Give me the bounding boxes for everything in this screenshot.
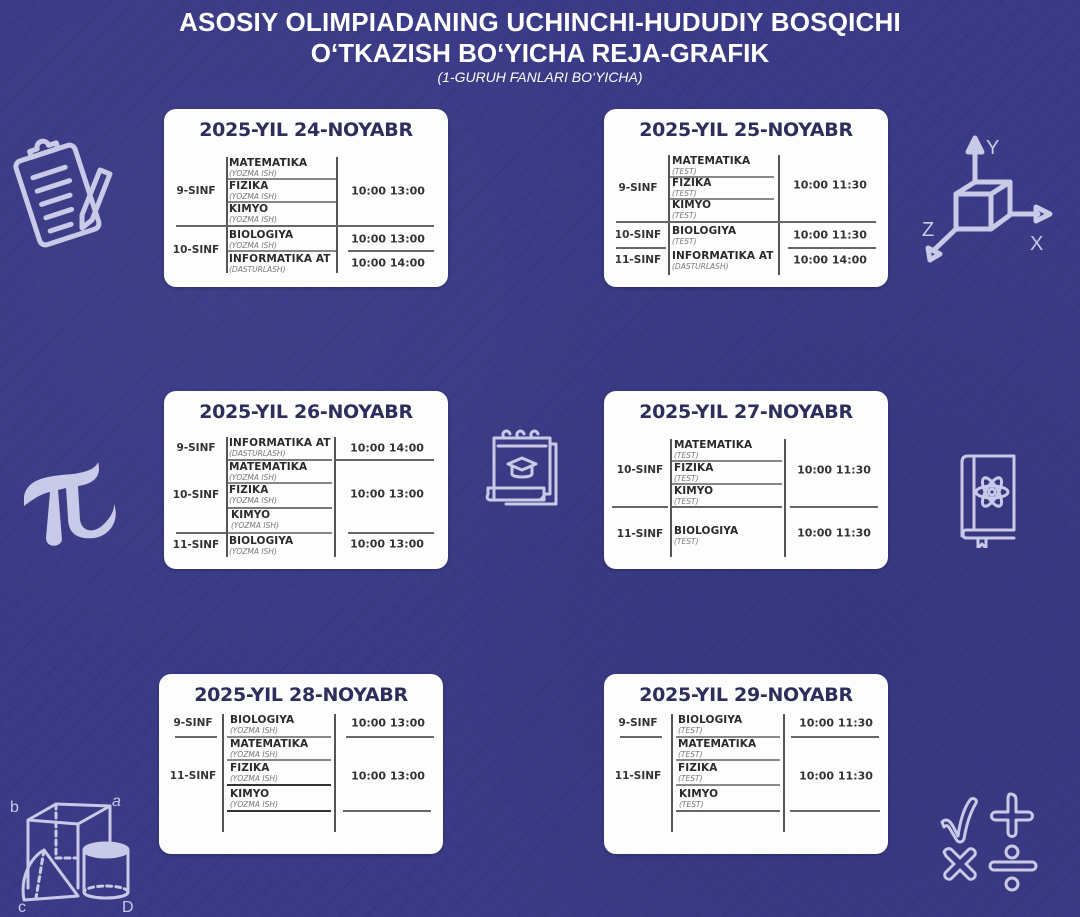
svg-text:c: c <box>18 899 26 913</box>
schedule-table <box>171 714 429 840</box>
class-label: 11-SINF <box>614 254 662 266</box>
subject-item: BIOLOGIYA (TEST) <box>672 225 737 246</box>
svg-text:b: b <box>10 799 19 816</box>
svg-text:Z: Z <box>922 219 935 241</box>
atom-book-icon <box>952 452 1018 548</box>
subject-item: MATEMATIKA (TEST) <box>672 155 751 176</box>
subject-item: KIMYO (TEST) <box>679 788 719 809</box>
time-range: 10:00 14:00 <box>351 256 425 270</box>
page-header <box>0 6 1080 86</box>
subject-item: BIOLOGIYA (TEST) <box>678 714 743 735</box>
subject-item: MATEMATIKA (TEST) <box>678 738 757 759</box>
math-operators-icon <box>936 790 1046 900</box>
time-range: 10:00 13:00 <box>351 769 425 783</box>
schedule-card-29-noyabr <box>604 674 888 854</box>
class-label: 9-SINF <box>618 182 658 194</box>
time-range: 10:00 13:00 <box>351 716 425 730</box>
3d-axes-cube-icon <box>918 132 1058 272</box>
time-range: 10:00 11:30 <box>799 769 873 783</box>
subject-item: MATEMATIKA (YOZMA ISH) <box>229 157 308 178</box>
class-label: 9-SINF <box>618 717 658 729</box>
svg-text:a: a <box>112 793 121 810</box>
time-range: 10:00 11:30 <box>797 463 871 477</box>
time-range: 10:00 14:00 <box>793 253 867 267</box>
subject-item: KIMYO (YOZMA ISH) <box>230 788 278 809</box>
subject-item: BIOLOGIYA (YOZMA ISH) <box>229 229 294 250</box>
subject-item: FIZIKA (YOZMA ISH) <box>230 762 278 783</box>
svg-text:D: D <box>122 899 134 913</box>
subject-item: MATEMATIKA (YOZMA ISH) <box>230 738 309 759</box>
subject-item: MATEMATIKA (YOZMA ISH) <box>229 461 308 482</box>
schedule-table <box>172 437 434 556</box>
schedule-card-27-noyabr <box>604 391 888 569</box>
schedule-card-28-noyabr <box>159 674 443 854</box>
time-range: 10:00 11:30 <box>793 178 867 192</box>
schedule-card-24-noyabr <box>164 109 448 287</box>
subject-item: INFORMATIKA AT (DASTURLASH) <box>229 253 331 274</box>
subject-item: FIZIKA (YOZMA ISH) <box>229 180 277 201</box>
subject-item: KIMYO (TEST) <box>672 199 712 220</box>
subject-item: KIMYO (TEST) <box>674 485 714 506</box>
page-title-line1: ASOSIY OLIMPIADANING UCHINCHI-HUDUDIY BOSQICHI <box>179 7 901 37</box>
subject-item: FIZIKA (TEST) <box>678 762 718 783</box>
time-range: 10:00 11:30 <box>797 526 871 540</box>
class-label: 10-SINF <box>172 489 220 501</box>
schedule-table <box>616 437 874 555</box>
class-label: 11-SINF <box>614 770 662 782</box>
card-date: 2025-YIL 25-NOYABR <box>639 119 853 141</box>
time-range: 10:00 14:00 <box>350 441 424 455</box>
time-range: 10:00 13:00 <box>351 184 425 198</box>
card-date: 2025-YIL 28-NOYABR <box>194 684 408 706</box>
class-label: 10-SINF <box>172 244 220 256</box>
subject-item: KIMYO (YOZMA ISH) <box>229 203 277 224</box>
card-date: 2025-YIL 24-NOYABR <box>199 119 413 141</box>
schedule-table <box>616 155 874 273</box>
calendar-graduation-cap-icon <box>482 428 566 512</box>
pi-icon <box>18 448 118 548</box>
geometry-shapes-icon <box>6 788 136 913</box>
class-label: 11-SINF <box>616 528 664 540</box>
subject-item: FIZIKA (TEST) <box>672 177 712 198</box>
card-date: 2025-YIL 27-NOYABR <box>639 401 853 423</box>
class-label: 11-SINF <box>172 539 220 551</box>
card-date: 2025-YIL 26-NOYABR <box>199 401 413 423</box>
subject-item: BIOLOGIYA (TEST) <box>674 525 739 546</box>
svg-text:X: X <box>1030 233 1044 255</box>
time-range: 10:00 11:30 <box>793 228 867 242</box>
page-subtitle: (1-GURUH FANLARI BO‘YICHA) <box>437 69 643 85</box>
card-date: 2025-YIL 29-NOYABR <box>639 684 853 706</box>
subject-item: INFORMATIKA AT (DASTURLASH) <box>229 437 331 458</box>
page-title-line2: O‘TKAZISH BO‘YICHA REJA-GRAFIK <box>310 38 770 68</box>
time-range: 10:00 13:00 <box>350 537 424 551</box>
time-range: 10:00 13:00 <box>350 487 424 501</box>
clipboard-pencil-icon <box>10 130 120 250</box>
class-label: 9-SINF <box>176 442 216 454</box>
time-range: 10:00 11:30 <box>799 716 873 730</box>
schedule-table <box>172 155 434 274</box>
subject-item: MATEMATIKA (TEST) <box>674 439 753 460</box>
svg-text:Y: Y <box>986 137 1000 159</box>
subject-item: INFORMATIKA AT (DASTURLASH) <box>672 250 774 271</box>
subject-item: BIOLOGIYA (YOZMA ISH) <box>229 535 294 556</box>
time-range: 10:00 13:00 <box>351 232 425 246</box>
schedule-table <box>616 714 874 840</box>
class-label: 9-SINF <box>173 717 213 729</box>
class-label: 11-SINF <box>169 770 217 782</box>
class-label: 10-SINF <box>616 464 664 476</box>
class-label: 9-SINF <box>176 185 216 197</box>
subject-item: BIOLOGIYA (YOZMA ISH) <box>230 714 295 735</box>
subject-item: KIMYO (YOZMA ISH) <box>231 509 279 530</box>
schedule-card-25-noyabr <box>604 109 888 287</box>
schedule-card-26-noyabr <box>164 391 448 569</box>
subject-item: FIZIKA (TEST) <box>674 462 714 483</box>
subject-item: FIZIKA (YOZMA ISH) <box>229 484 277 505</box>
class-label: 10-SINF <box>614 229 662 241</box>
